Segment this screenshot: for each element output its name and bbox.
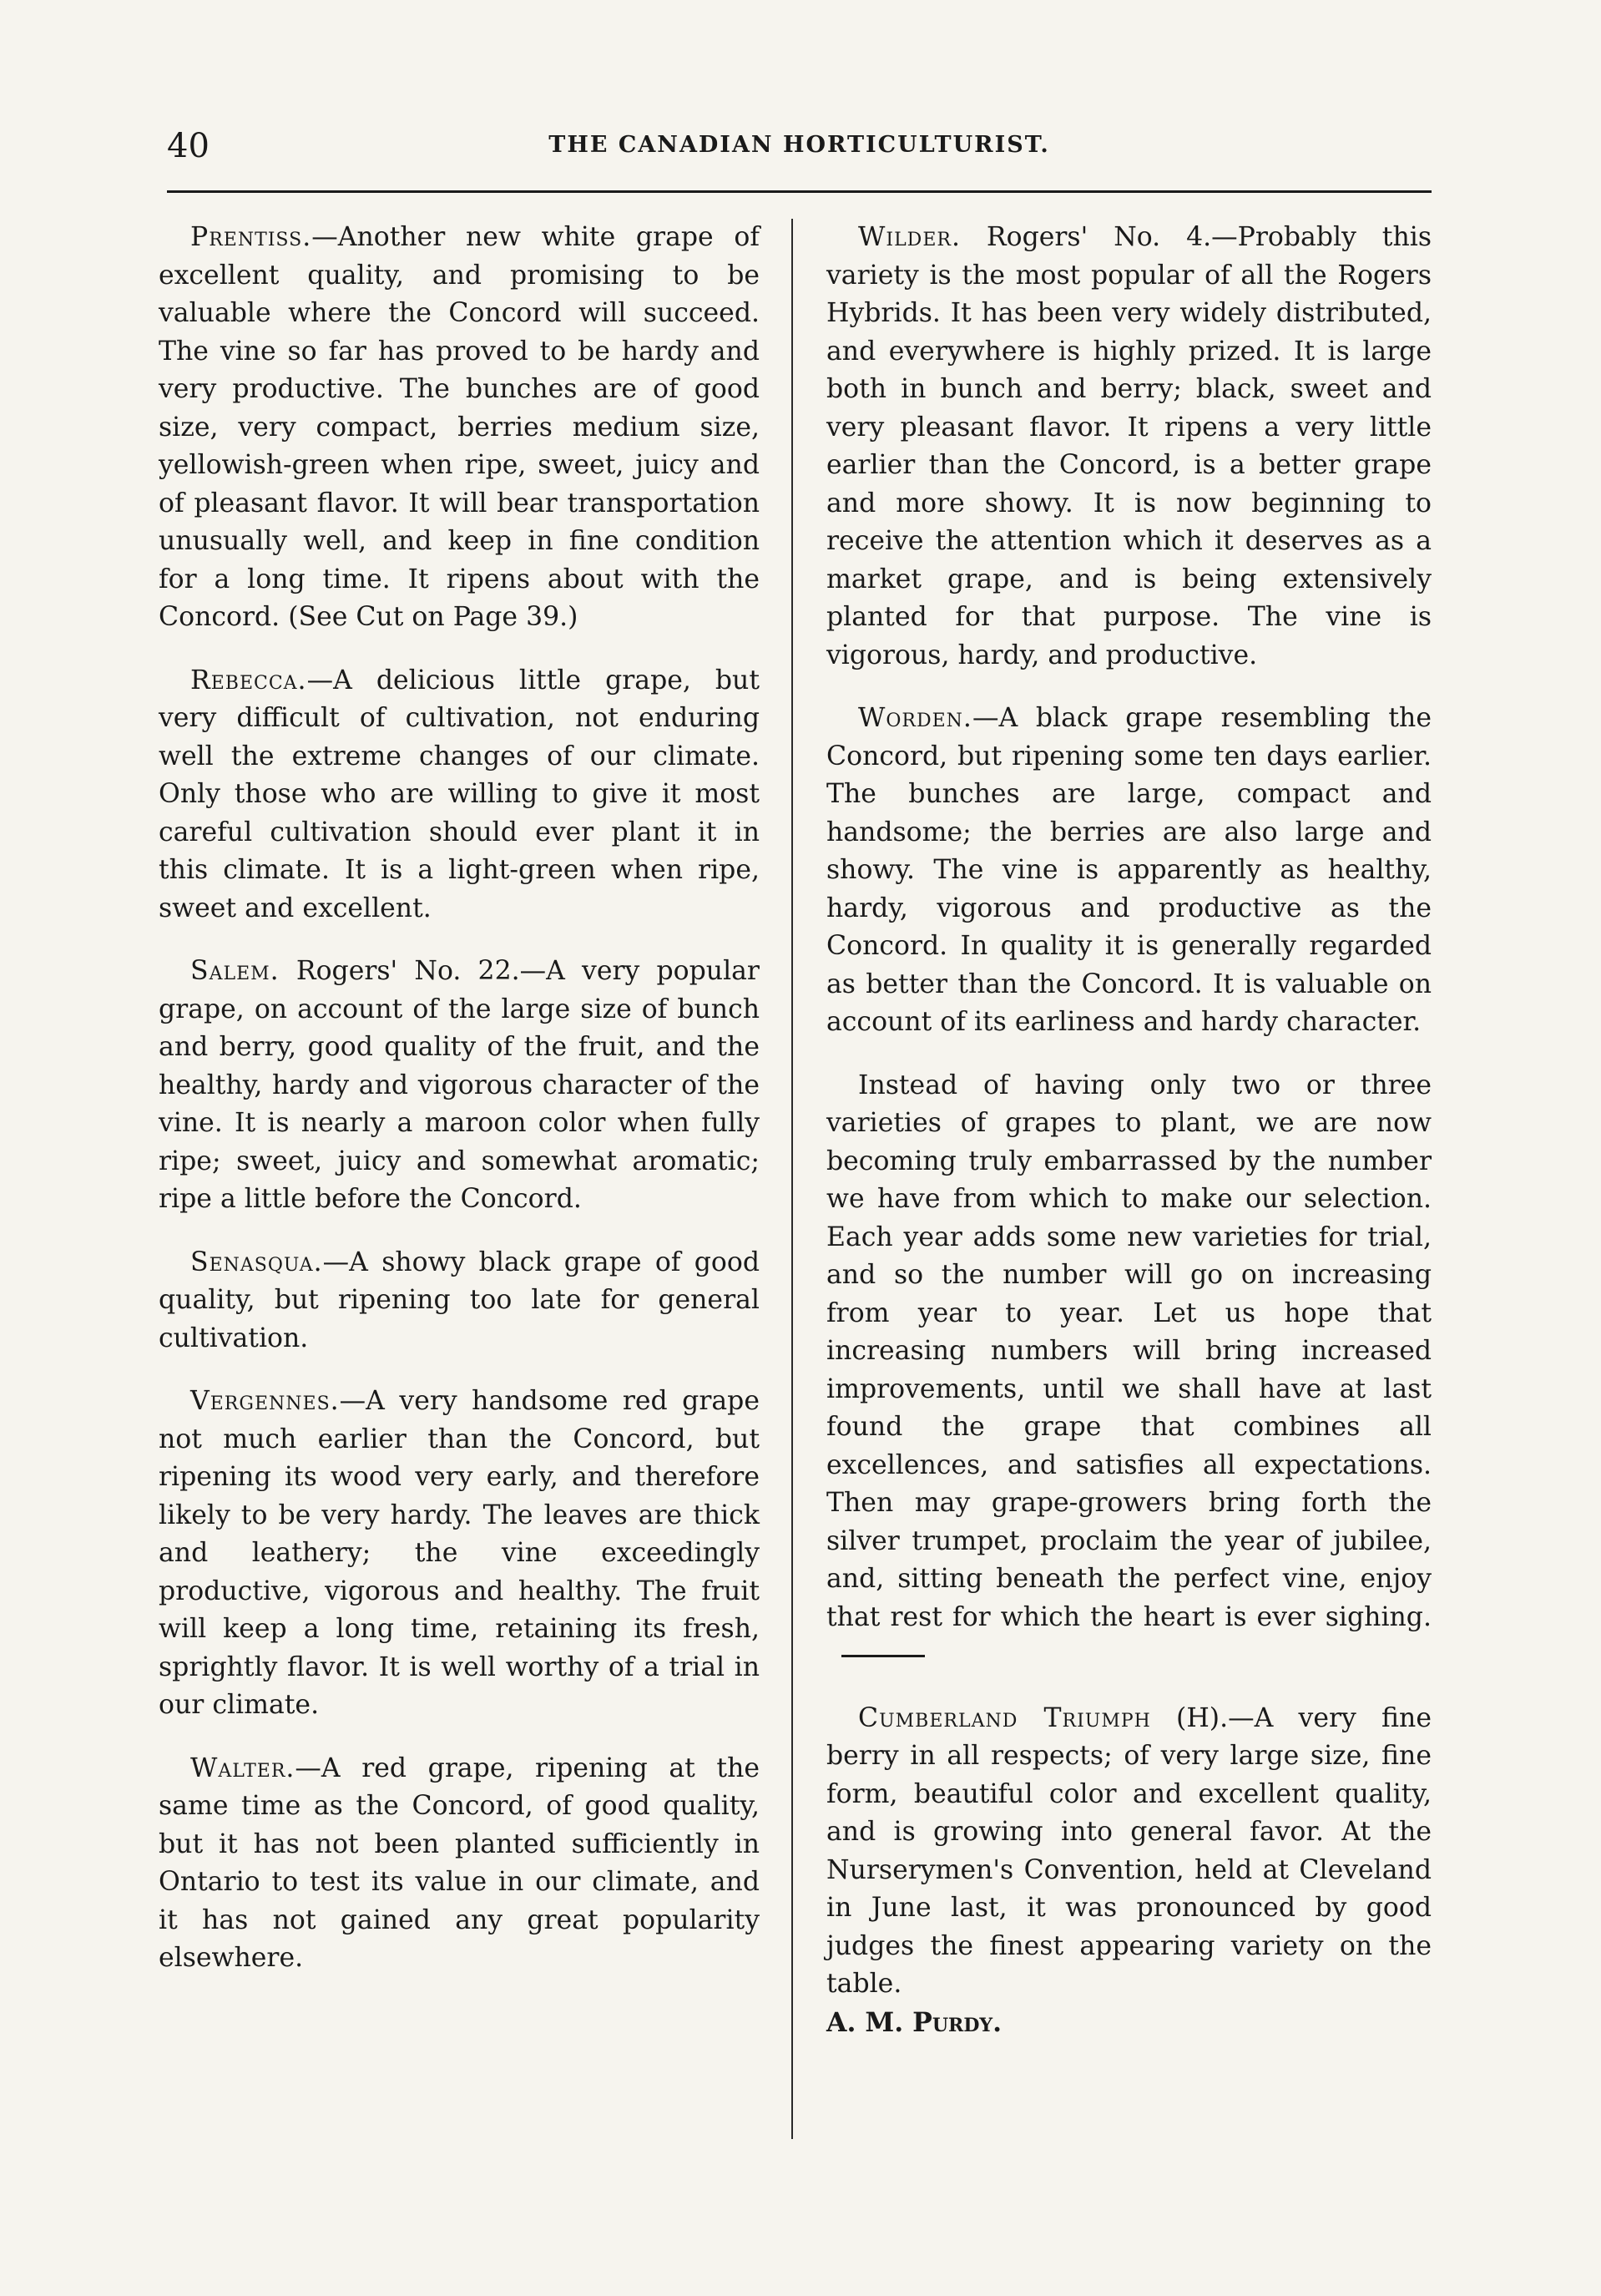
page-number: 40 — [167, 127, 210, 165]
entry-prentiss — [159, 219, 760, 637]
page-header — [167, 127, 1432, 177]
entry-name: Wilder. — [858, 222, 961, 252]
header-rule — [167, 190, 1432, 193]
section-rule — [841, 1655, 925, 1657]
entry-text: —Another new white grape of excellent quality, and promising to be valuable where the Concord will succeed. The vine so far has proved to be hardy and very productive. The bunches are of good size, very compact, berries medium size, yellowish-green when ripe, sweet, juicy and of pleasant flavor. It will bear transportation unusually well, and keep in fine condition for a long time. It ripens about with the Concord. (See Cut on Page 39.) — [159, 222, 760, 632]
entry-name: Senasqua. — [190, 1247, 323, 1277]
closing-paragraph — [826, 1067, 1432, 1675]
entry-name: Vergennes. — [190, 1386, 340, 1416]
entry-text: —A black grape resembling the Concord, but ripening some ten days earlier. The bunches are large, compact and handsome; the berries are also large and showy. The vine is apparently as healthy, hardy, vigorous and productive as the Concord. In quality it is generally regarded as better than the Concord. It is valuable on account of its earliness and hardy character. — [826, 703, 1432, 1037]
entry-text: (H).—A very fine berry in all respects; of very large size, fine form, beautiful color and excellent quality, and is growing into general favor. At the Nurserymen's Convention, held at Cleveland in June last, it was pronounced by good judges the finest appearing variety on the table. — [826, 1702, 1432, 1999]
entry-text: Rogers' No. 4.—Probably this variety is the most popular of all the Rogers Hybrids. It has been very widely distributed, and everywhere is highly prized. It is large both in bunch and berry; black, sweet and very pleasant flavor. It ripens a very little earlier than the Concord, is a better grape and more showy. It is now beginning to receive the attention which it deserves as a market grape, and is being extensively planted for that purpose. The vine is vigorous, hardy, and productive. — [826, 222, 1432, 670]
author-signature: A. M. Purdy. — [826, 2006, 1003, 2038]
entry-text: —A showy black grape of good quality, but ripening too late for general cultivation. — [159, 1247, 760, 1353]
entry-walter — [159, 1750, 760, 1978]
entry-vergennes — [159, 1383, 760, 1725]
entry-name: Salem. — [190, 956, 280, 986]
entry-worden — [826, 700, 1432, 1042]
column-divider — [791, 219, 793, 2139]
entry-cumberland-triumph — [826, 1700, 1432, 2043]
closing-text: Instead of having only two or three varieties of grapes to plant, we are now becoming truly embarrassed by the number we have from which to make our selection. Each year adds some new varieties for trial, and so the number will go on increasing from year to year. Let us hope that increasing numbers will bring increased improvements, until we shall have at last found the grape that combines all excellences, and satisfies all expectations. Then may grape-growers bring forth the silver trumpet, proclaim the year of jubilee, and, sitting beneath the perfect vine, enjoy that rest for which the heart is ever sighing. — [826, 1070, 1432, 1632]
right-column — [826, 219, 1432, 2067]
entry-name: Walter. — [190, 1752, 295, 1783]
entry-text: —A red grape, ripening at the same time as the Concord, of good quality, but it has not been planted sufficiently in Ontario to test its value in our climate, and it has not gained any great popularity elsewhere. — [159, 1752, 760, 1973]
entry-name: Prentiss. — [190, 222, 312, 252]
entry-text: Rogers' No. 22.—A very popular grape, on account of the large size of bunch and berry, good quality of the fruit, and the healthy, hardy and vigorous character of the vine. It is nearly a maroon color when fully ripe; sweet, juicy and somewhat aromatic; ripe a little before the Concord. — [159, 956, 760, 1214]
entry-rebecca — [159, 662, 760, 928]
left-column — [159, 219, 760, 2003]
entry-text: —A delicious little grape, but very difficult of cultivation, not enduring well the extreme changes of our climate. Only those who are willing to give it most careful cultivation should ever plant it in this climate. It is a light-green when ripe, sweet and excellent. — [159, 665, 760, 923]
entry-salem — [159, 953, 760, 1219]
entry-name: Worden. — [858, 703, 972, 733]
entry-text: —A very handsome red grape not much earlier than the Concord, but ripening its wood very early, and therefore likely to be very hardy. The leaves are thick and leathery; the vine exceedingly productive, vigorous and healthy. The fruit will keep a long time, retaining its fresh, sprightly flavor. It is well worthy of a trial in our climate. — [159, 1386, 760, 1720]
entry-wilder — [826, 219, 1432, 675]
entry-senasqua — [159, 1244, 760, 1358]
running-title: THE CANADIAN HORTICULTURIST. — [548, 132, 1050, 158]
entry-name: Cumberland Triumph — [858, 1702, 1151, 1733]
entry-name: Rebecca. — [190, 665, 307, 695]
